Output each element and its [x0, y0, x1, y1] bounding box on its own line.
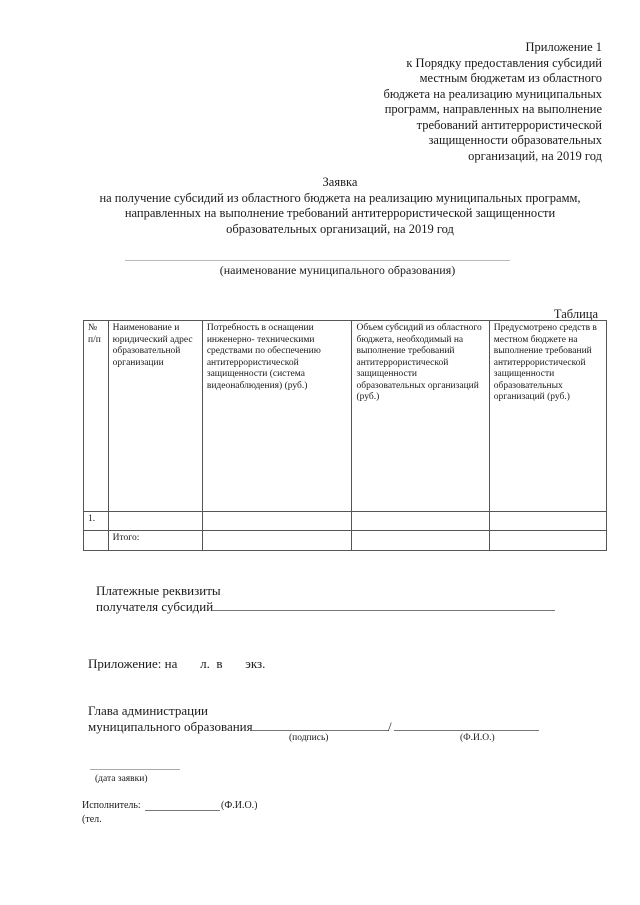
document-title: [40, 175, 640, 237]
annex-line: к Порядку предоставления субсидий: [406, 55, 602, 70]
title-heading: Заявка: [322, 175, 358, 189]
appendix-line: Приложение: на л. в экз.: [88, 656, 266, 671]
table-cell[interactable]: [489, 531, 606, 551]
table-cell[interactable]: [84, 531, 109, 551]
executor-phone-label: (тел.: [82, 814, 102, 825]
payment-recipient-label: получателя субсидий: [96, 599, 214, 614]
annex-line: требований антитеррористической: [416, 117, 602, 132]
payment-details-line[interactable]: [212, 610, 555, 611]
annex-line: местным бюджетам из областного: [419, 71, 602, 85]
table-cell[interactable]: [108, 512, 202, 531]
table-cell[interactable]: [202, 512, 352, 531]
municipality-caption: (наименование муниципального образования): [219, 263, 456, 277]
header-cell-organization: Наименование и юридический адрес образовательной организации: [108, 321, 202, 512]
header-cell-need: Потребность в оснащении инженерно- техническими средствами по обеспечению антитеррористической защищенности (система видеонаблюдения) (руб.): [202, 321, 352, 512]
payment-details-label: Платежные реквизиты: [96, 583, 221, 598]
annex-line: защищенности образовательных: [428, 133, 602, 147]
table-cell[interactable]: [352, 512, 489, 531]
date-caption: (дата заявки): [95, 774, 148, 784]
header-cell-number: № п/п: [84, 321, 109, 512]
table-cell[interactable]: [202, 531, 352, 551]
date-line[interactable]: [90, 769, 180, 770]
annex-line: программ, направленных на выполнение: [384, 102, 602, 116]
municipality-name-line[interactable]: [125, 260, 510, 261]
header-cell-subsidy: Объем субсидий из областного бюджета, необходимый на выполнение требований антитеррористической защищенности образовательных организаций (руб.): [352, 321, 489, 512]
subsidy-table: [83, 320, 607, 551]
executor-label: Исполнитель:: [82, 800, 141, 811]
signature-separator: /: [388, 719, 392, 734]
annex-line: организаций, на 2019 год: [468, 148, 602, 163]
executor-fio-caption: (Ф.И.О.): [221, 800, 258, 811]
table-cell-total-label: Итого:: [108, 531, 202, 551]
head-title-line1: Глава администрации: [88, 703, 209, 718]
header-cell-local-budget: Предусмотрено средств в местном бюджете на выполнение требований антитеррористической защищенности образовательных организаций (руб.): [489, 321, 606, 512]
title-line: образовательных организаций, на 2019 год: [226, 221, 454, 236]
fio-line[interactable]: [394, 730, 539, 731]
title-line: на получение субсидий из областного бюджета на реализацию муниципальных программ,: [99, 190, 581, 205]
table-cell[interactable]: [352, 531, 489, 551]
signature-caption: (подпись): [289, 733, 329, 743]
annex-line: бюджета на реализацию муниципальных: [383, 86, 602, 101]
title-line: направленных на выполнение требований антитеррористической защищенности: [124, 206, 556, 220]
executor-line[interactable]: [145, 810, 220, 811]
signature-line[interactable]: [252, 730, 389, 731]
table-cell[interactable]: [489, 512, 606, 531]
table-header-row: [84, 321, 607, 512]
table-row-total: [84, 531, 607, 551]
head-title-line2: муниципального образования: [88, 719, 253, 734]
table-cell[interactable]: 1.: [84, 512, 109, 531]
annex-line: Приложение 1: [525, 40, 602, 54]
table-label: Таблица: [553, 307, 598, 321]
table-row: [84, 512, 607, 531]
fio-caption: (Ф.И.О.): [460, 733, 495, 743]
annex-block: [342, 40, 602, 164]
